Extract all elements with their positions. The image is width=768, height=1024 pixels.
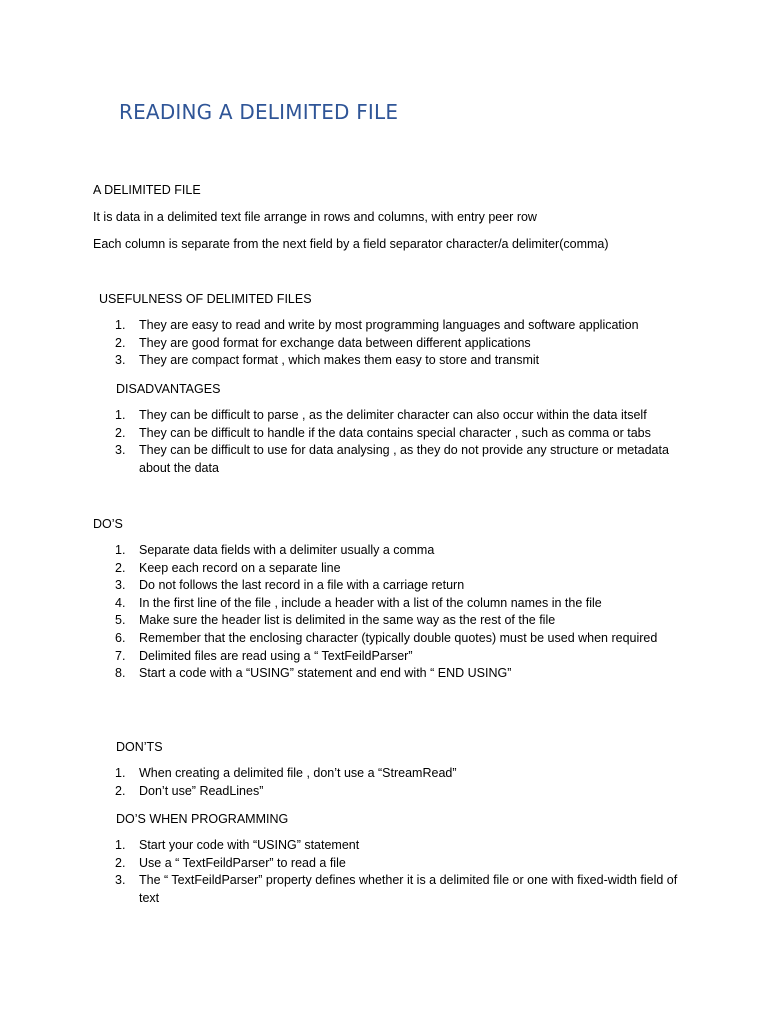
list-item <box>115 612 679 630</box>
list-item <box>115 335 679 353</box>
list-item <box>115 595 679 613</box>
programming-heading: DO’S WHEN PROGRAMMING <box>116 812 289 826</box>
list-text: Don’t use” ReadLines” <box>139 783 264 798</box>
list-number: 2. <box>115 783 126 798</box>
list-text: When creating a delimited file , don’t use a “StreamRead” <box>139 766 457 780</box>
list-number: 6. <box>115 630 126 645</box>
page-title: READING A DELIMITED FILE <box>119 100 399 124</box>
list-text: Use a “ TextFeildParser” to read a file <box>139 855 346 870</box>
donts-list <box>115 765 679 800</box>
disadvantages-list <box>115 407 679 477</box>
dos-list <box>115 542 679 683</box>
list-number: 2. <box>115 425 126 440</box>
list-number: 1. <box>115 318 126 332</box>
list-item <box>115 560 679 578</box>
list-text: Start a code with a “USING” statement and end with “ END USING” <box>139 666 512 681</box>
dos-heading: DO’S <box>93 517 123 531</box>
list-number: 7. <box>115 648 126 663</box>
list-item <box>115 577 679 595</box>
list-number: 3. <box>115 443 126 458</box>
list-number: 2. <box>115 335 126 350</box>
list-item <box>115 630 679 648</box>
donts-heading: DON’TS <box>116 740 163 754</box>
list-text: Start your code with “USING” statement <box>139 838 360 852</box>
list-item <box>115 442 679 477</box>
list-text: They can be difficult to use for data analysing , as they do not provide any structure or metadata about the data <box>139 443 669 475</box>
usefulness-heading: USEFULNESS OF DELIMITED FILES <box>99 292 312 306</box>
list-text: They are good format for exchange data between different applications <box>139 335 531 350</box>
list-number: 1. <box>115 766 126 780</box>
definition-line-1: It is data in a delimited text file arrange in rows and columns, with entry peer row <box>93 210 537 224</box>
list-text: Delimited files are read using a “ TextFeildParser” <box>139 648 413 663</box>
list-number: 8. <box>115 666 126 681</box>
list-item <box>115 665 679 683</box>
list-text: They can be difficult to handle if the data contains special character , such as comma or tabs <box>139 425 651 440</box>
list-number: 4. <box>115 595 126 610</box>
list-text: Separate data fields with a delimiter usually a comma <box>139 543 435 557</box>
usefulness-list <box>115 317 679 370</box>
list-text: Do not follows the last record in a file with a carriage return <box>139 578 465 593</box>
list-text: They can be difficult to parse , as the delimiter character can also occur within the data itself <box>139 408 647 422</box>
list-item <box>115 317 679 335</box>
list-number: 3. <box>115 578 126 593</box>
list-text: Remember that the enclosing character (typically double quotes) must be used when required <box>139 630 658 645</box>
list-number: 1. <box>115 543 126 557</box>
list-number: 1. <box>115 838 126 852</box>
programming-list <box>115 837 679 907</box>
list-number: 3. <box>115 353 126 368</box>
list-item <box>115 783 679 801</box>
list-number: 2. <box>115 560 126 575</box>
list-text: The “ TextFeildParser” property defines whether it is a delimited file or one with fixed-width field of text <box>139 873 678 905</box>
list-item <box>115 855 679 873</box>
list-text: Make sure the header list is delimited in the same way as the rest of the file <box>139 613 556 628</box>
list-item <box>115 407 679 425</box>
disadvantages-heading: DISADVANTAGES <box>116 382 221 396</box>
list-number: 5. <box>115 613 126 628</box>
list-number: 3. <box>115 873 126 888</box>
list-item <box>115 872 679 907</box>
list-item <box>115 352 679 370</box>
list-item <box>115 648 679 666</box>
list-item <box>115 837 679 855</box>
list-item <box>115 425 679 443</box>
definition-heading: A DELIMITED FILE <box>93 183 201 197</box>
list-item <box>115 542 679 560</box>
list-text: They are easy to read and write by most programming languages and software application <box>139 318 639 332</box>
list-item <box>115 765 679 783</box>
list-text: In the first line of the file , include a header with a list of the column names in the file <box>139 595 602 610</box>
definition-line-2: Each column is separate from the next field by a field separator character/a delimiter(comma) <box>93 237 609 251</box>
list-text: They are compact format , which makes them easy to store and transmit <box>139 353 540 368</box>
list-number: 1. <box>115 408 126 422</box>
list-number: 2. <box>115 855 126 870</box>
list-text: Keep each record on a separate line <box>139 560 341 575</box>
